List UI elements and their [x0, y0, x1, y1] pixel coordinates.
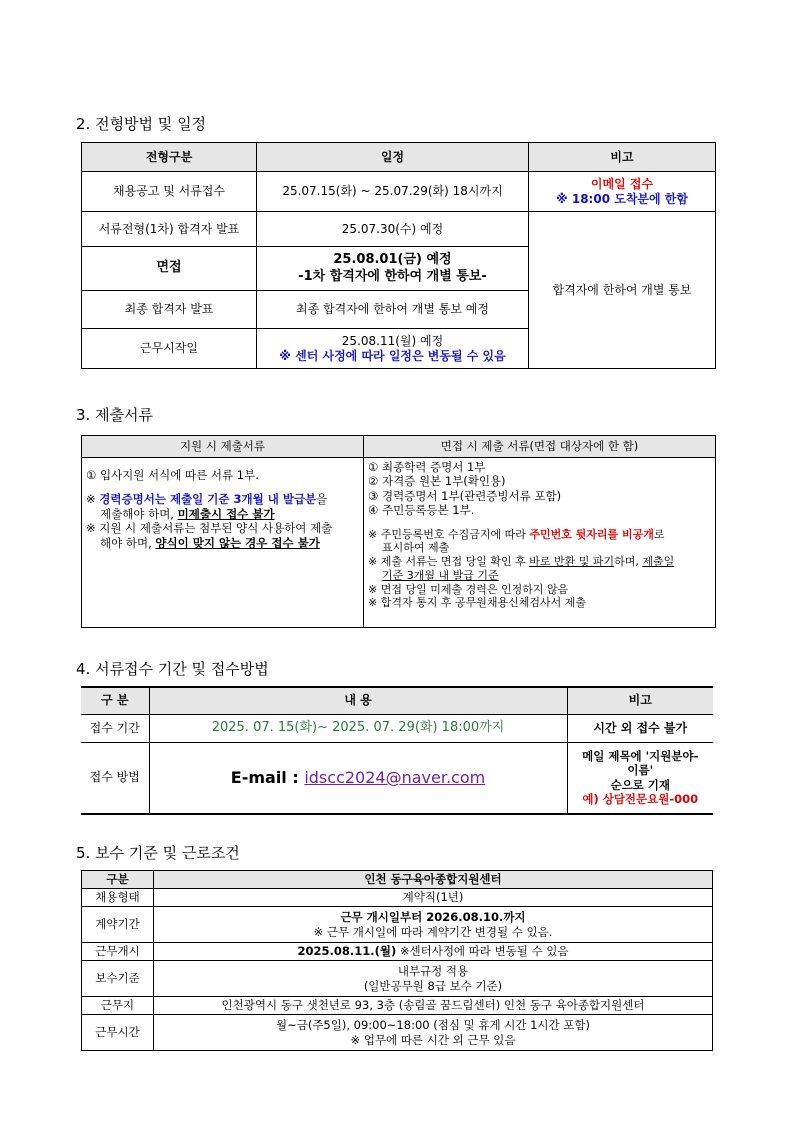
note-text: 로	[653, 527, 665, 541]
return-note: 바로 반환 및 파기	[529, 555, 615, 568]
row-label: 보수기준	[82, 961, 154, 997]
row-label: 채용공고 및 서류접수	[82, 172, 257, 212]
header-interview-docs: 면접 시 제출 서류(면접 대상자에 한 함)	[364, 436, 716, 458]
row-label: 근무지	[82, 997, 154, 1015]
header-center: 인천 동구육아종합지원센터	[154, 871, 713, 889]
pay-basis: (일반공무원 8급 보수 기준)	[363, 978, 503, 993]
row-value	[154, 907, 713, 943]
header-note: 비고	[529, 143, 716, 172]
contract-note: ※ 근무 개시일에 따라 계약기간 변경될 수 있음.	[313, 924, 553, 939]
row-label: 면접	[82, 247, 257, 291]
schedule-table	[81, 142, 716, 369]
row-schedule: 25.07.30(수) 예정	[257, 212, 529, 247]
example-note: 예) 상담전문요원-000	[582, 792, 699, 807]
note-text: ※ 주민등록번호 수집금지에 따라	[368, 527, 530, 541]
header-category: 구분	[82, 871, 154, 889]
note-text: 하며,	[614, 555, 643, 568]
row-label: 접수 기간	[81, 714, 149, 742]
arrival-deadline-note: ※ 18:00 도착분에 한함	[556, 191, 688, 206]
row-label: 채용형태	[82, 889, 154, 907]
contract-period: 근무 개시일부터 2026.08.10.까지	[340, 910, 526, 925]
shared-note: 합격자에 한하여 개별 통보	[529, 212, 716, 369]
note-text: ※ 합격자 통지 후 공무원채용신체검사서 제출	[368, 596, 586, 610]
section-3-title: 3. 제출서류	[76, 406, 154, 424]
row-schedule: 최종 합격자에 한하여 개별 통보 예정	[257, 291, 529, 329]
work-hours: 월~금(주5일), 09:00~18:00 (점심 및 휴게 시간 1시간 포함)	[275, 1018, 590, 1033]
header-type: 전형구분	[82, 143, 257, 172]
header-apply-docs: 지원 시 제출서류	[82, 436, 364, 458]
interview-doc-item: ③ 경력증명서 1부(관련증빙서류 포함)	[368, 488, 562, 503]
interview-note: -1차 합격자에 한하여 개별 통보-	[298, 268, 487, 284]
career-cert-note: 경력증명서는 제출일 기준 3개월 내 발급분	[99, 492, 317, 507]
note-text: 메일 제목에 '지원분야-	[582, 749, 699, 763]
form-note: ※ 지원 시 제출서류는 첨부된 양식 사용하여 제출	[86, 521, 333, 536]
row-label: 최종 합격자 발표	[82, 291, 257, 329]
note-text: 을	[316, 492, 328, 507]
issue-date-note: 기준 3개월 내 발급 기준	[382, 568, 499, 582]
row-label: 접수 방법	[81, 742, 149, 814]
pay-rule: 내부규정 적용	[397, 964, 469, 979]
note-text: 표시하여 제출	[382, 541, 450, 555]
wrong-form-note: 양식이 맞지 않는 경우 접수 불가	[155, 535, 320, 550]
header-note: 비고	[567, 687, 713, 714]
row-label: 근무시간	[82, 1015, 154, 1051]
note-mark: ※	[86, 492, 100, 507]
section-5-title: 5. 보수 기준 및 근로조건	[76, 844, 240, 862]
row-schedule: 25.07.15(화) ~ 25.07.29(화) 18시까지	[257, 172, 529, 212]
email-label: E-mail :	[230, 767, 305, 787]
row-schedule	[257, 247, 529, 291]
row-value	[154, 1015, 713, 1051]
row-label: 근무개시	[82, 943, 154, 961]
note-text: 해야 하며,	[100, 535, 156, 550]
interview-doc-item: ① 최종학력 증명서 1부	[368, 460, 486, 474]
note-text: 순으로 기재	[610, 777, 671, 792]
email-link[interactable]: idscc2024@naver.com	[304, 767, 486, 787]
note-text: 이름'	[627, 763, 654, 778]
start-date-note: ※ 센터 사정에 따라 일정은 변동될 수 있음	[279, 348, 506, 363]
note-text: 제출해야 하며,	[100, 506, 178, 521]
note-text: ※ 제출 서류는 면접 당일 확인 후	[368, 555, 530, 568]
row-value	[154, 961, 713, 997]
row-note	[529, 172, 716, 212]
rrn-private-note: 주민번호 뒷자리를 비공개	[529, 527, 654, 541]
start-date: 25.08.11(월) 예정	[341, 333, 444, 348]
submission-period: 2025. 07. 15(화)~ 2025. 07. 29(화) 18:00까지	[149, 714, 567, 742]
row-value: 인천광역시 동구 샛천년로 93, 3층 (송림골 꿈드림센터) 인천 동구 육아종합지원센터	[154, 997, 713, 1015]
submission-method	[149, 742, 567, 814]
header-schedule: 일정	[257, 143, 529, 172]
no-submit-note: 미제출시 접수 불가	[177, 506, 275, 521]
row-label: 계약기간	[82, 907, 154, 943]
no-late-note: 시간 외 접수 불가	[567, 714, 713, 742]
row-value	[154, 943, 713, 961]
interview-docs-cell	[364, 458, 716, 628]
overtime-note: ※ 업무에 따른 시간 외 근무 있음	[350, 1032, 516, 1047]
row-schedule	[257, 329, 529, 369]
submission-table	[81, 686, 713, 815]
conditions-table	[81, 870, 713, 1051]
row-value: 계약직(1년)	[154, 889, 713, 907]
email-apply-note: 이메일 접수	[590, 176, 654, 191]
interview-date: 25.08.01(금) 예정	[333, 252, 452, 268]
section-4-title: 4. 서류접수 기간 및 접수방법	[76, 660, 269, 678]
apply-docs-cell	[82, 458, 364, 628]
note-text: ※ 면접 당일 미제출 경력은 인정하지 않음	[368, 582, 569, 596]
email-subject-note	[567, 742, 713, 814]
interview-doc-item: ② 자격증 원본 1부(확인용)	[368, 474, 506, 489]
apply-doc-item: ① 입사지원 서식에 따른 서류 1부.	[86, 468, 259, 482]
start-date: 2025.08.11.(월)	[297, 944, 397, 959]
issue-date-note: 제출일	[642, 555, 675, 568]
documents-table	[81, 435, 716, 628]
header-content: 내 용	[149, 687, 567, 714]
interview-doc-item: ④ 주민등록등본 1부.	[368, 503, 475, 518]
header-category: 구 분	[81, 687, 149, 714]
row-label: 근무시작일	[82, 329, 257, 369]
start-note: ※센터사정에 따라 변동될 수 있음	[396, 944, 569, 959]
section-2-title: 2. 전형방법 및 일정	[76, 115, 207, 133]
row-label: 서류전형(1차) 합격자 발표	[82, 212, 257, 247]
